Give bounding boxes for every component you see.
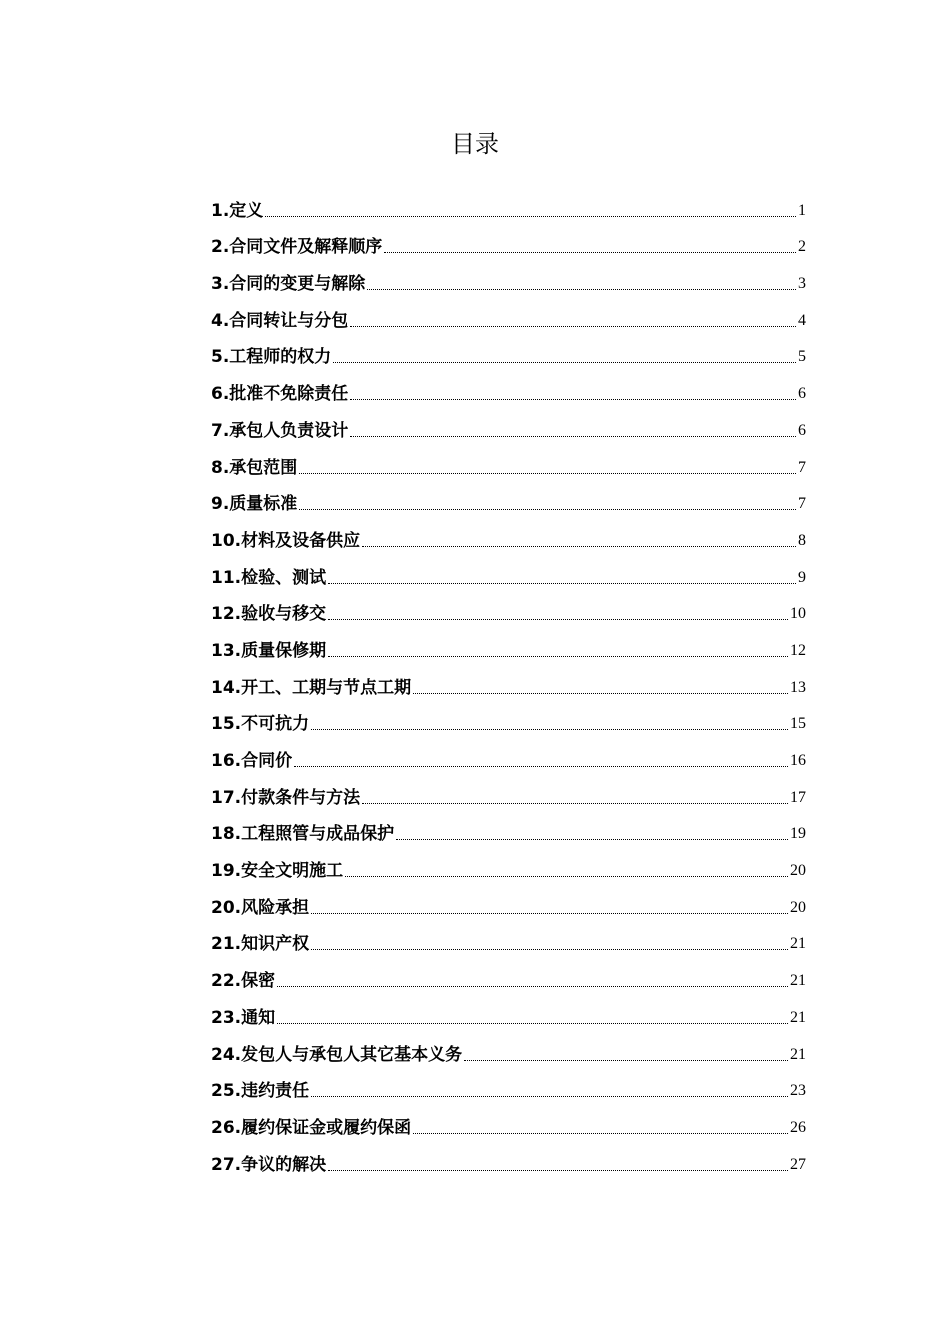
dot-leader bbox=[413, 693, 788, 694]
toc-entry[interactable] bbox=[211, 373, 806, 410]
toc-entry[interactable] bbox=[211, 850, 806, 887]
toc-entry[interactable] bbox=[211, 520, 806, 557]
toc-entry-page-number: 19 bbox=[790, 825, 806, 843]
toc-entry[interactable] bbox=[211, 263, 806, 300]
toc-entry[interactable] bbox=[211, 740, 806, 777]
toc-entry-page-number: 8 bbox=[798, 531, 806, 549]
dot-leader bbox=[328, 583, 796, 584]
toc-entry-page-number: 15 bbox=[790, 715, 806, 733]
dot-leader bbox=[350, 326, 796, 327]
dot-leader bbox=[311, 729, 788, 730]
dot-leader bbox=[311, 949, 788, 950]
dot-leader bbox=[328, 656, 788, 657]
toc-entry[interactable] bbox=[211, 630, 806, 667]
toc-entry[interactable] bbox=[211, 667, 806, 704]
toc-entry[interactable] bbox=[211, 447, 806, 484]
toc-entry-page-number: 1 bbox=[798, 201, 806, 219]
toc-entry-page-number: 6 bbox=[798, 421, 806, 439]
dot-leader bbox=[328, 619, 788, 620]
dot-leader bbox=[384, 252, 796, 253]
dot-leader bbox=[311, 1096, 788, 1097]
toc-entry-page-number: 21 bbox=[790, 1045, 806, 1063]
toc-entry-label: 12.验收与移交 bbox=[211, 604, 327, 625]
dot-leader bbox=[362, 803, 788, 804]
toc-entry-label: 20.风险承担 bbox=[211, 897, 310, 918]
toc-entry-page-number: 27 bbox=[790, 1155, 806, 1173]
toc-entry-page-number: 20 bbox=[790, 862, 806, 880]
toc-entry-label: 2.合同文件及解释顺序 bbox=[211, 237, 383, 258]
toc-entry-page-number: 26 bbox=[790, 1118, 806, 1136]
toc-entry-label: 15.不可抗力 bbox=[211, 714, 310, 735]
toc-entry-page-number: 21 bbox=[790, 935, 806, 953]
toc-entry[interactable] bbox=[211, 410, 806, 447]
toc-entry-label: 7.承包人负责设计 bbox=[211, 420, 349, 441]
dot-leader bbox=[299, 509, 796, 510]
dot-leader bbox=[299, 473, 796, 474]
toc-entry[interactable] bbox=[211, 814, 806, 851]
toc-entry[interactable] bbox=[211, 300, 806, 337]
toc-entry-page-number: 17 bbox=[790, 788, 806, 806]
toc-entry-page-number: 4 bbox=[798, 311, 806, 329]
toc-entry-label: 22.保密 bbox=[211, 971, 276, 992]
dot-leader bbox=[350, 399, 796, 400]
dot-leader bbox=[328, 1170, 788, 1171]
toc-entry-label: 4.合同转让与分包 bbox=[211, 310, 349, 331]
toc-entry-page-number: 6 bbox=[798, 385, 806, 403]
toc-entry[interactable] bbox=[211, 997, 806, 1034]
toc-entry-page-number: 9 bbox=[798, 568, 806, 586]
toc-entry-label: 9.质量标准 bbox=[211, 494, 298, 515]
toc-entry-label: 1.定义 bbox=[211, 200, 264, 221]
toc-entry-page-number: 3 bbox=[798, 275, 806, 293]
toc-entry[interactable] bbox=[211, 227, 806, 264]
toc-entry-page-number: 16 bbox=[790, 752, 806, 769]
toc-entry-page-number: 5 bbox=[798, 348, 806, 366]
toc-entry-label: 18.工程照管与成品保护 bbox=[211, 824, 395, 845]
toc-entry-page-number: 21 bbox=[790, 972, 806, 990]
toc-entry-label: 26.履约保证金或履约保函 bbox=[211, 1117, 412, 1138]
toc-entry-label: 8.承包范围 bbox=[211, 457, 298, 478]
toc-entry-page-number: 13 bbox=[790, 678, 806, 696]
toc-entry-label: 11.检验、测试 bbox=[211, 567, 327, 588]
dot-leader bbox=[464, 1060, 788, 1061]
page-title: 目录 bbox=[451, 130, 499, 159]
toc-entry-page-number: 12 bbox=[790, 641, 806, 659]
toc-entry-label: 14.开工、工期与节点工期 bbox=[211, 677, 412, 698]
toc-entry-label: 21.知识产权 bbox=[211, 934, 310, 955]
toc-entry-page-number: 2 bbox=[798, 238, 806, 256]
toc-entry[interactable] bbox=[211, 1144, 806, 1181]
toc-entry-page-number: 7 bbox=[798, 495, 806, 513]
table-of-contents bbox=[211, 190, 806, 1181]
toc-entry[interactable] bbox=[211, 337, 806, 374]
toc-entry-label: 10.材料及设备供应 bbox=[211, 530, 361, 551]
toc-entry[interactable] bbox=[211, 887, 806, 924]
toc-entry[interactable] bbox=[211, 1107, 806, 1144]
toc-entry-page-number: 10 bbox=[790, 605, 806, 623]
toc-entry-label: 5.工程师的权力 bbox=[211, 347, 332, 368]
dot-leader bbox=[277, 1023, 788, 1024]
toc-entry[interactable] bbox=[211, 1071, 806, 1108]
toc-entry-label: 16.合同价 bbox=[211, 751, 293, 771]
dot-leader bbox=[333, 362, 796, 363]
toc-entry[interactable] bbox=[211, 594, 806, 631]
toc-entry-label: 23.通知 bbox=[211, 1007, 276, 1028]
dot-leader bbox=[350, 436, 796, 437]
toc-entry-page-number: 23 bbox=[790, 1082, 806, 1100]
toc-entry-label: 3.合同的变更与解除 bbox=[211, 274, 366, 295]
toc-entry[interactable] bbox=[211, 484, 806, 521]
dot-leader bbox=[345, 876, 788, 877]
toc-entry-label: 27.争议的解决 bbox=[211, 1154, 327, 1175]
dot-leader bbox=[413, 1133, 788, 1134]
toc-entry-page-number: 20 bbox=[790, 898, 806, 916]
toc-entry[interactable] bbox=[211, 960, 806, 997]
toc-entry-label: 17.付款条件与方法 bbox=[211, 787, 361, 808]
dot-leader bbox=[277, 986, 788, 987]
toc-entry[interactable] bbox=[211, 557, 806, 594]
toc-entry-label: 6.批准不免除责任 bbox=[211, 384, 349, 405]
toc-entry[interactable] bbox=[211, 704, 806, 741]
dot-leader bbox=[265, 216, 796, 217]
dot-leader bbox=[294, 766, 788, 767]
toc-entry-page-number: 7 bbox=[798, 458, 806, 476]
toc-entry[interactable] bbox=[211, 777, 806, 814]
toc-entry-label: 25.违约责任 bbox=[211, 1081, 310, 1102]
dot-leader bbox=[311, 913, 788, 914]
toc-entry[interactable] bbox=[211, 190, 806, 227]
dot-leader bbox=[367, 289, 796, 290]
toc-entry-label: 24.发包人与承包人其它基本义务 bbox=[211, 1044, 463, 1065]
toc-entry-page-number: 21 bbox=[790, 1008, 806, 1026]
toc-entry[interactable] bbox=[211, 1034, 806, 1071]
toc-entry-label: 19.安全文明施工 bbox=[211, 861, 344, 882]
dot-leader bbox=[396, 839, 788, 840]
toc-entry-label: 13.质量保修期 bbox=[211, 640, 327, 661]
dot-leader bbox=[362, 546, 796, 547]
toc-entry[interactable] bbox=[211, 924, 806, 961]
